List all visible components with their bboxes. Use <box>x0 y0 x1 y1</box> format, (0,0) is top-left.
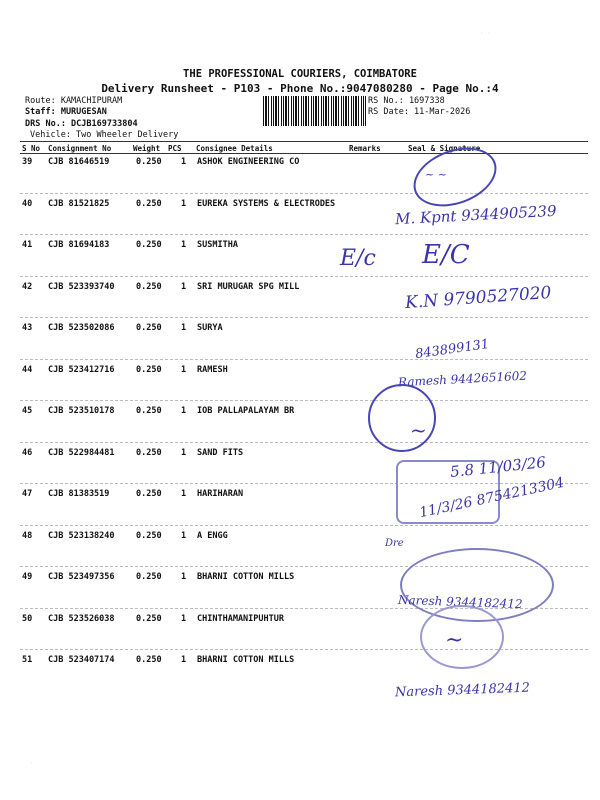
row-consignee: EUREKA SYSTEMS & ELECTRODES <box>197 198 336 209</box>
row-consignment-no: CJB 81383519 <box>48 489 110 499</box>
row-separator <box>20 649 588 650</box>
signature-39: ~ ~ <box>425 168 447 181</box>
signature-42: K.N 9790527020 <box>404 282 553 314</box>
row-pcs: 1 <box>181 323 187 333</box>
row-weight: 0.250 <box>136 406 162 416</box>
vehicle-label: Vehicle: Two Wheeler Delivery <box>30 130 179 140</box>
row-pcs: 1 <box>181 572 187 582</box>
signature-49: Naresh 9344182412 <box>397 592 523 612</box>
row-consignee: BHARNI COTTON MILLS <box>197 655 295 665</box>
header-bottom-rule <box>20 153 588 154</box>
row-consignment-no: CJB 523407174 <box>48 655 115 665</box>
row-weight: 0.250 <box>136 655 162 665</box>
row-consignee: SUSMITHA <box>197 240 238 250</box>
row-pcs: 1 <box>181 198 187 209</box>
row-separator <box>20 276 588 277</box>
row-pcs: 1 <box>181 447 187 458</box>
rs-date: RS Date: 11-Mar-2026 <box>368 107 471 117</box>
row-consignee: IOB PALLAPALAYAM BR <box>197 406 295 416</box>
row-sno: 51 <box>22 655 33 665</box>
row-consignment-no: CJB 81646519 <box>48 157 110 167</box>
row-weight: 0.250 <box>136 198 162 209</box>
row-consignment-no: CJB 523138240 <box>48 530 115 541</box>
runsheet-subtitle: Delivery Runsheet - P103 - Phone No.:9047080280 - Page No.:4 <box>101 82 499 95</box>
row-consignment-no: CJB 81521825 <box>48 198 110 209</box>
row-weight: 0.250 <box>136 240 162 250</box>
row-separator <box>20 359 588 360</box>
row-consignee: HARIHARAN <box>197 489 244 499</box>
col-remarks: Remarks <box>349 144 381 153</box>
row-consignee: ASHOK ENGINEERING CO <box>197 157 300 167</box>
row-sno: 41 <box>22 240 33 250</box>
rs-number: RS No.: 1697338 <box>368 96 445 106</box>
row-consignee: CHINTHAMANIPUHTUR <box>197 613 284 624</box>
row-weight: 0.250 <box>136 157 162 167</box>
row-sno: 44 <box>22 364 33 375</box>
col-sno: S No <box>22 144 41 153</box>
header-top-rule <box>20 141 588 142</box>
row-weight: 0.250 <box>136 530 162 541</box>
signature-44a: 843899131 <box>414 336 491 363</box>
row-pcs: 1 <box>181 613 187 624</box>
row-sno: 50 <box>22 613 33 624</box>
row-consignee: SAND FITS <box>197 447 244 458</box>
row-separator <box>20 525 588 526</box>
row-separator <box>20 400 588 401</box>
row-sno: 47 <box>22 489 33 499</box>
row-pcs: 1 <box>181 655 187 665</box>
signature-46: 5.8 11/03/26 <box>449 453 547 481</box>
row-consignment-no: CJB 523393740 <box>48 281 115 292</box>
row-consignee: BHARNI COTTON MILLS <box>197 572 295 582</box>
row-weight: 0.250 <box>136 572 162 582</box>
row-sno: 49 <box>22 572 33 582</box>
row-consignment-no: CJB 523412716 <box>48 364 115 375</box>
signature-41: E/C <box>422 240 470 270</box>
row-pcs: 1 <box>181 157 187 167</box>
row-weight: 0.250 <box>136 489 162 499</box>
col-weight: Weight <box>133 144 161 153</box>
drs-number: DRS No.: DCJB169733804 <box>25 119 138 129</box>
row-sno: 45 <box>22 406 33 416</box>
row-pcs: 1 <box>181 489 187 499</box>
col-consignee: Consignee Details <box>196 144 273 153</box>
scan-speck-lower: · <box>30 760 34 767</box>
row-consignee: RAMESH <box>197 364 228 375</box>
row-sno: 43 <box>22 323 33 333</box>
row-sno: 39 <box>22 157 33 167</box>
runsheet-title: THE PROFESSIONAL COURIERS, COIMBATORE <box>183 68 417 80</box>
col-consignment: Consignment No <box>48 144 112 153</box>
row-pcs: 1 <box>181 530 187 541</box>
row-consignment-no: CJB 523502086 <box>48 323 115 333</box>
signature-40: M. Kpnt 9344905239 <box>394 201 557 229</box>
col-seal-signature: Seal & Signature <box>408 144 481 153</box>
row-separator <box>20 442 588 443</box>
row-separator <box>20 193 588 194</box>
signature-48: Dre <box>385 538 404 549</box>
row-separator <box>20 234 588 235</box>
row-weight: 0.250 <box>136 323 162 333</box>
row-consignment-no: CJB 523497356 <box>48 572 115 582</box>
row-weight: 0.250 <box>136 447 162 458</box>
row-pcs: 1 <box>181 364 187 375</box>
remark-41: E/c <box>340 246 376 271</box>
row-separator <box>20 483 588 484</box>
row-pcs: 1 <box>181 240 187 250</box>
row-sno: 48 <box>22 530 33 541</box>
row-pcs: 1 <box>181 406 187 416</box>
row-consignment-no: CJB 522984481 <box>48 447 115 458</box>
barcode <box>263 96 366 126</box>
signature-50: ~ <box>445 628 464 653</box>
route-label: Route: KAMACHIPURAM <box>25 96 123 106</box>
row-weight: 0.250 <box>136 613 162 624</box>
row-weight: 0.250 <box>136 281 162 292</box>
scan-speck: · · <box>480 30 491 37</box>
row-sno: 46 <box>22 447 33 458</box>
row-consignment-no: CJB 523510178 <box>48 406 115 416</box>
row-consignment-no: CJB 523526038 <box>48 613 115 624</box>
row-weight: 0.250 <box>136 364 162 375</box>
row-sno: 42 <box>22 281 33 292</box>
row-separator <box>20 317 588 318</box>
signature-45: ~ <box>410 418 427 442</box>
row-consignee: SRI MURUGAR SPG MILL <box>197 281 300 292</box>
row-pcs: 1 <box>181 281 187 292</box>
row-sno: 40 <box>22 198 33 209</box>
row-consignment-no: CJB 81694183 <box>48 240 110 250</box>
row-consignee: SURYA <box>197 323 223 333</box>
col-pcs: PCS <box>168 144 182 153</box>
row-consignee: A ENGG <box>197 530 228 541</box>
signature-44b: Ramesh 9442651602 <box>397 368 528 390</box>
signature-47: 11/3/26 8754213304 <box>417 474 566 522</box>
signature-51: Naresh 9344182412 <box>394 680 531 701</box>
staff-label: Staff: MURUGESAN <box>25 107 107 117</box>
